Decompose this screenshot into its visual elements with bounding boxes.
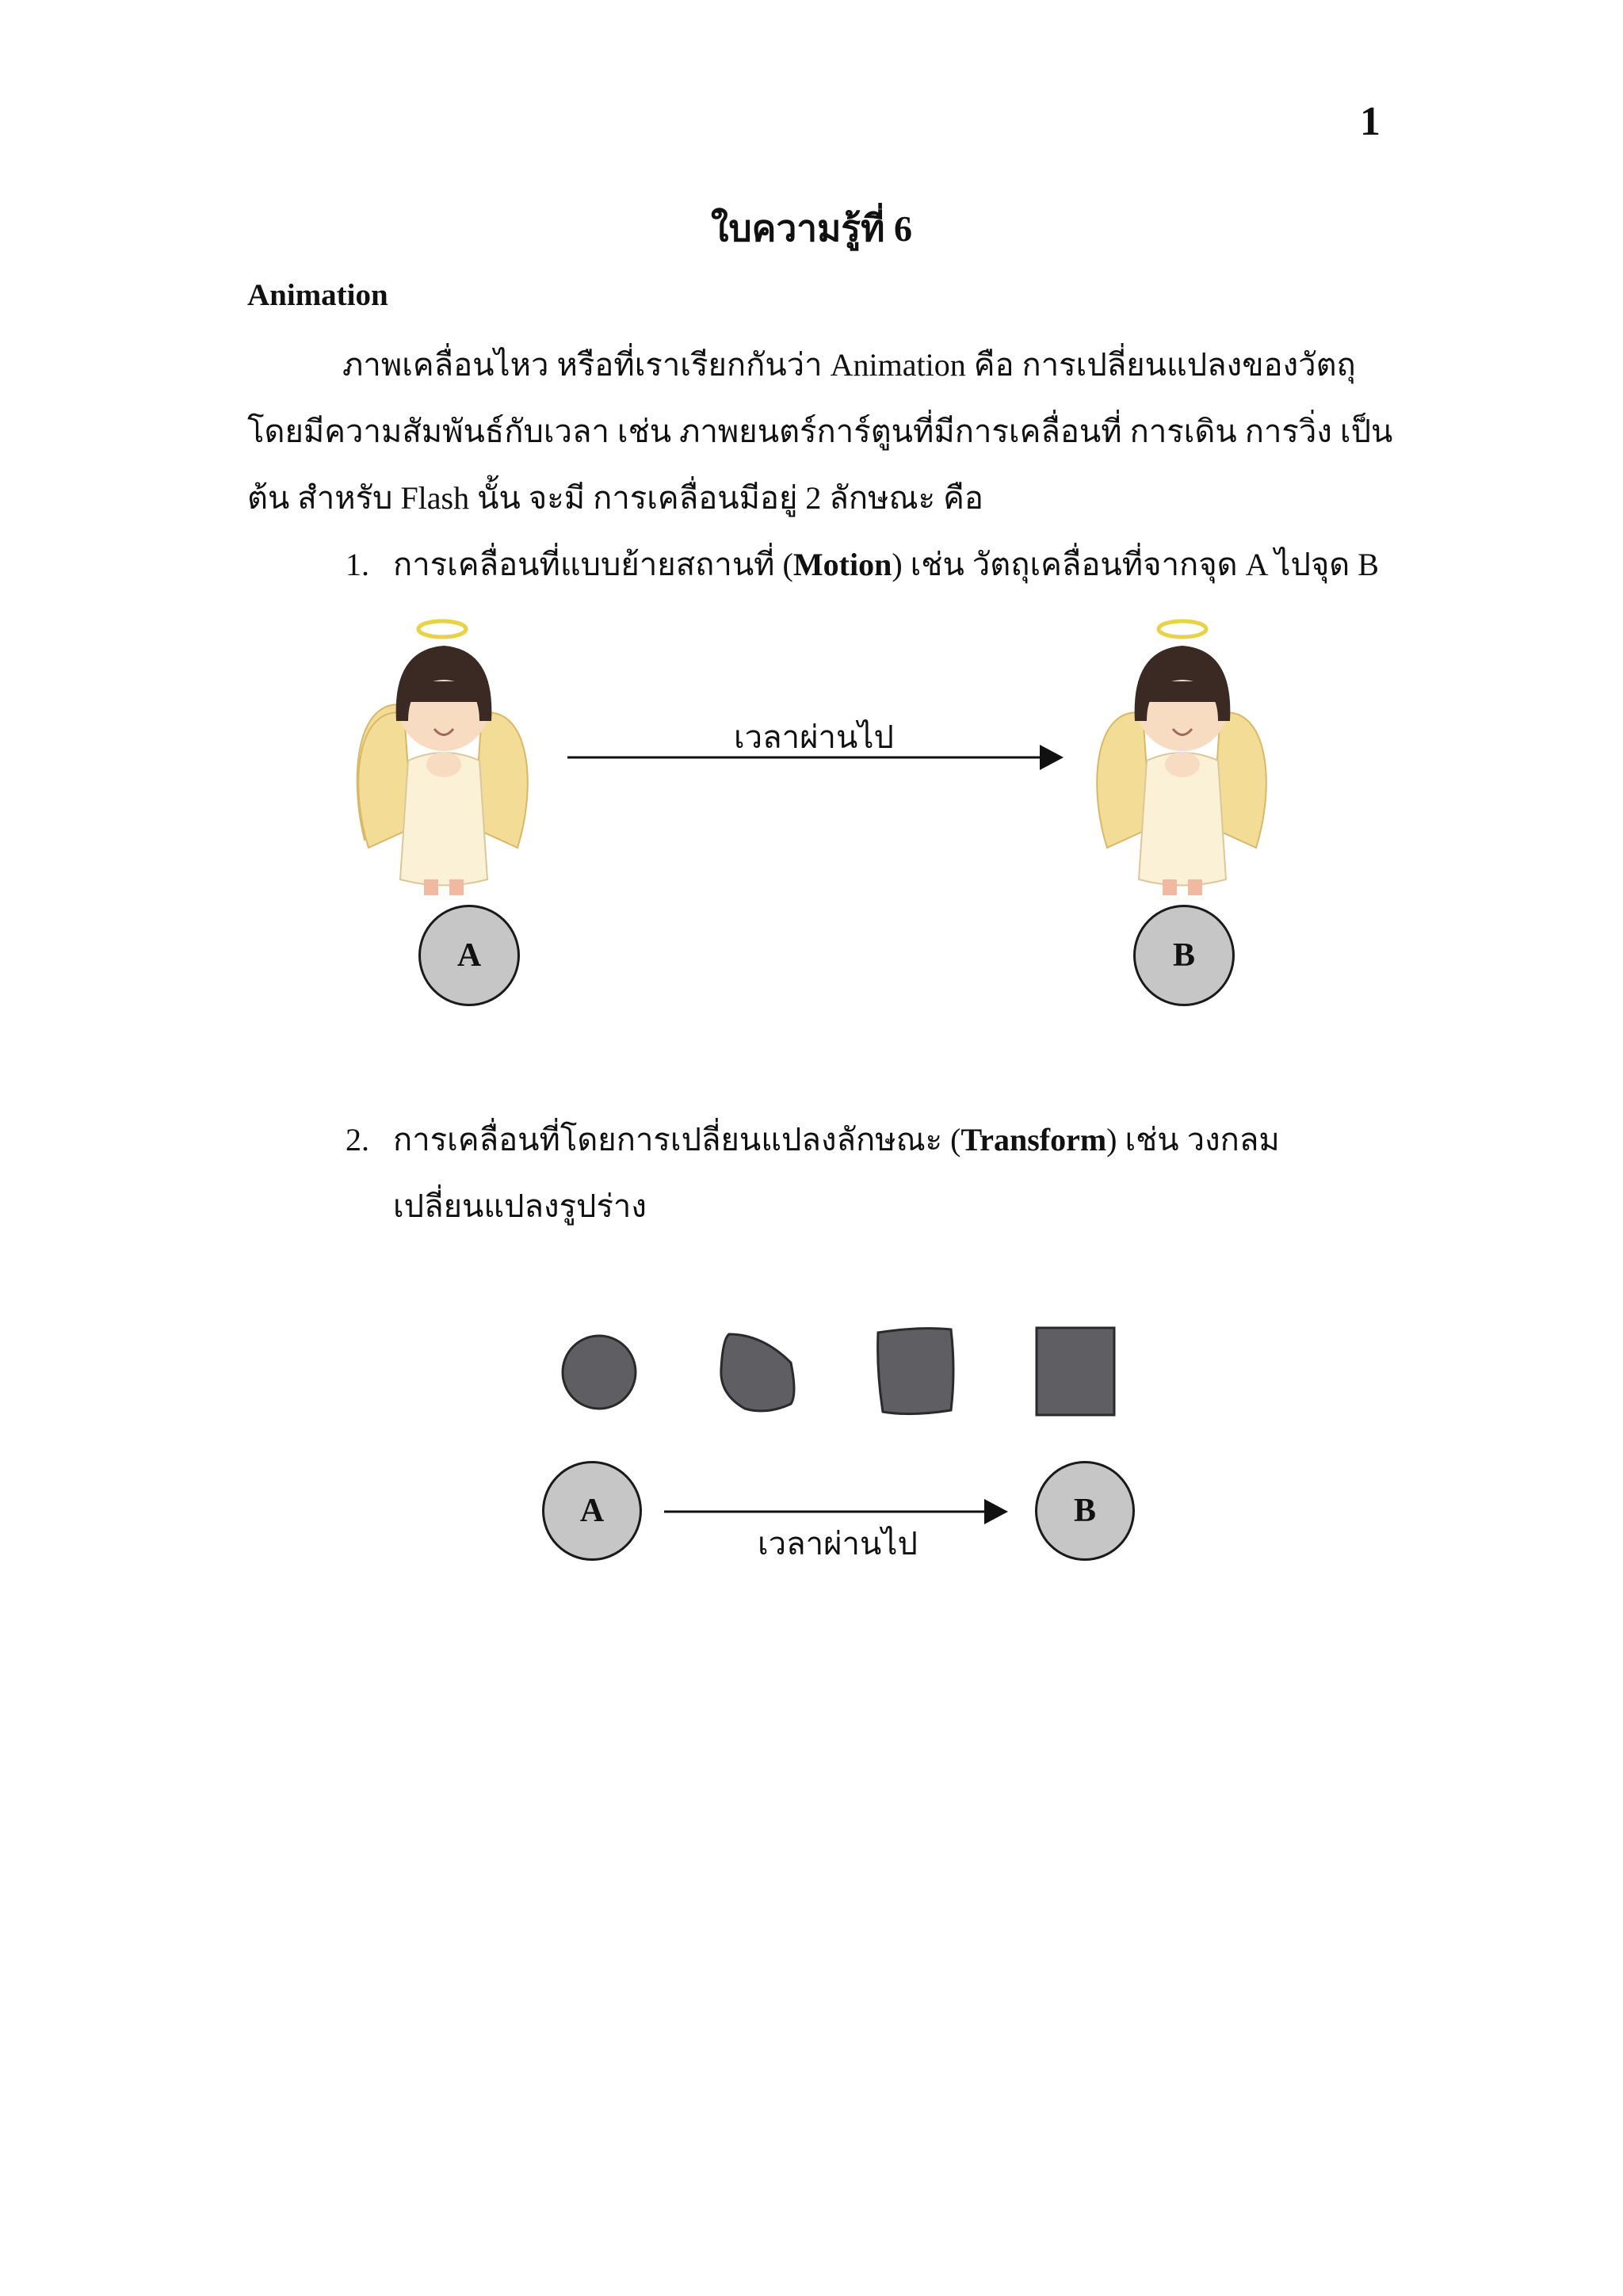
shape-circle (563, 1336, 636, 1409)
shape-square (1037, 1328, 1114, 1415)
page-number: 1 (1360, 99, 1381, 144)
list-text: การเคลื่อนที่แบบย้ายสถานที่ ( (393, 547, 793, 582)
list-text: ) เช่น วงกลม (1106, 1122, 1280, 1158)
paragraph-line-3: ต้น สำหรับ Flash นั้น จะมี การเคลื่อนมีอยู่ 2 ลักษณะ คือ (247, 480, 983, 516)
list-item-transform (346, 1114, 1280, 1165)
point-a-circle: A (418, 905, 520, 1006)
angel-figure-a (349, 602, 539, 903)
transform-arrow-label: เวลาผ่านไป (758, 1526, 918, 1562)
list-text: ) เช่น วัตถุเคลื่อนที่จากจุด A ไปจุด B (892, 547, 1379, 582)
shape-near-square (878, 1329, 953, 1414)
list-number: 2. (346, 1122, 369, 1158)
point-b-circle: B (1133, 905, 1235, 1006)
transform-shapes (555, 1315, 1125, 1426)
list-number: 1. (346, 547, 369, 582)
list-item-motion (346, 539, 1379, 589)
motion-arrow (566, 742, 1065, 773)
transform-point-a: A (542, 1461, 642, 1561)
list-item-continuation: เปลี่ยนแปลงรูปร่าง (393, 1188, 647, 1224)
shape-rounded (721, 1334, 794, 1411)
list-bold-term: Transform (960, 1122, 1107, 1158)
transform-point-b: B (1035, 1461, 1135, 1561)
list-text: การเคลื่อนที่โดยการเปลี่ยนแปลงลักษณะ ( (393, 1122, 961, 1158)
section-heading: Animation (247, 278, 388, 312)
paragraph-line-2: โดยมีความสัมพันธ์กับเวลา เช่น ภาพยนตร์การ์ตูนที่มีการเคลื่อนที่ การเดิน การวิ่ง เป็น (247, 414, 1393, 449)
motion-arrow-label: เวลาผ่านไป (734, 719, 894, 755)
list-bold-term: Motion (792, 547, 892, 582)
angel-figure-b (1087, 602, 1277, 903)
paragraph-line-1: ภาพเคลื่อนไหว หรือที่เราเรียกกันว่า Animation คือ การเปลี่ยนแปลงของวัตถุ (342, 347, 1356, 383)
page-title: ใบความรู้ที่ 6 (711, 208, 912, 249)
